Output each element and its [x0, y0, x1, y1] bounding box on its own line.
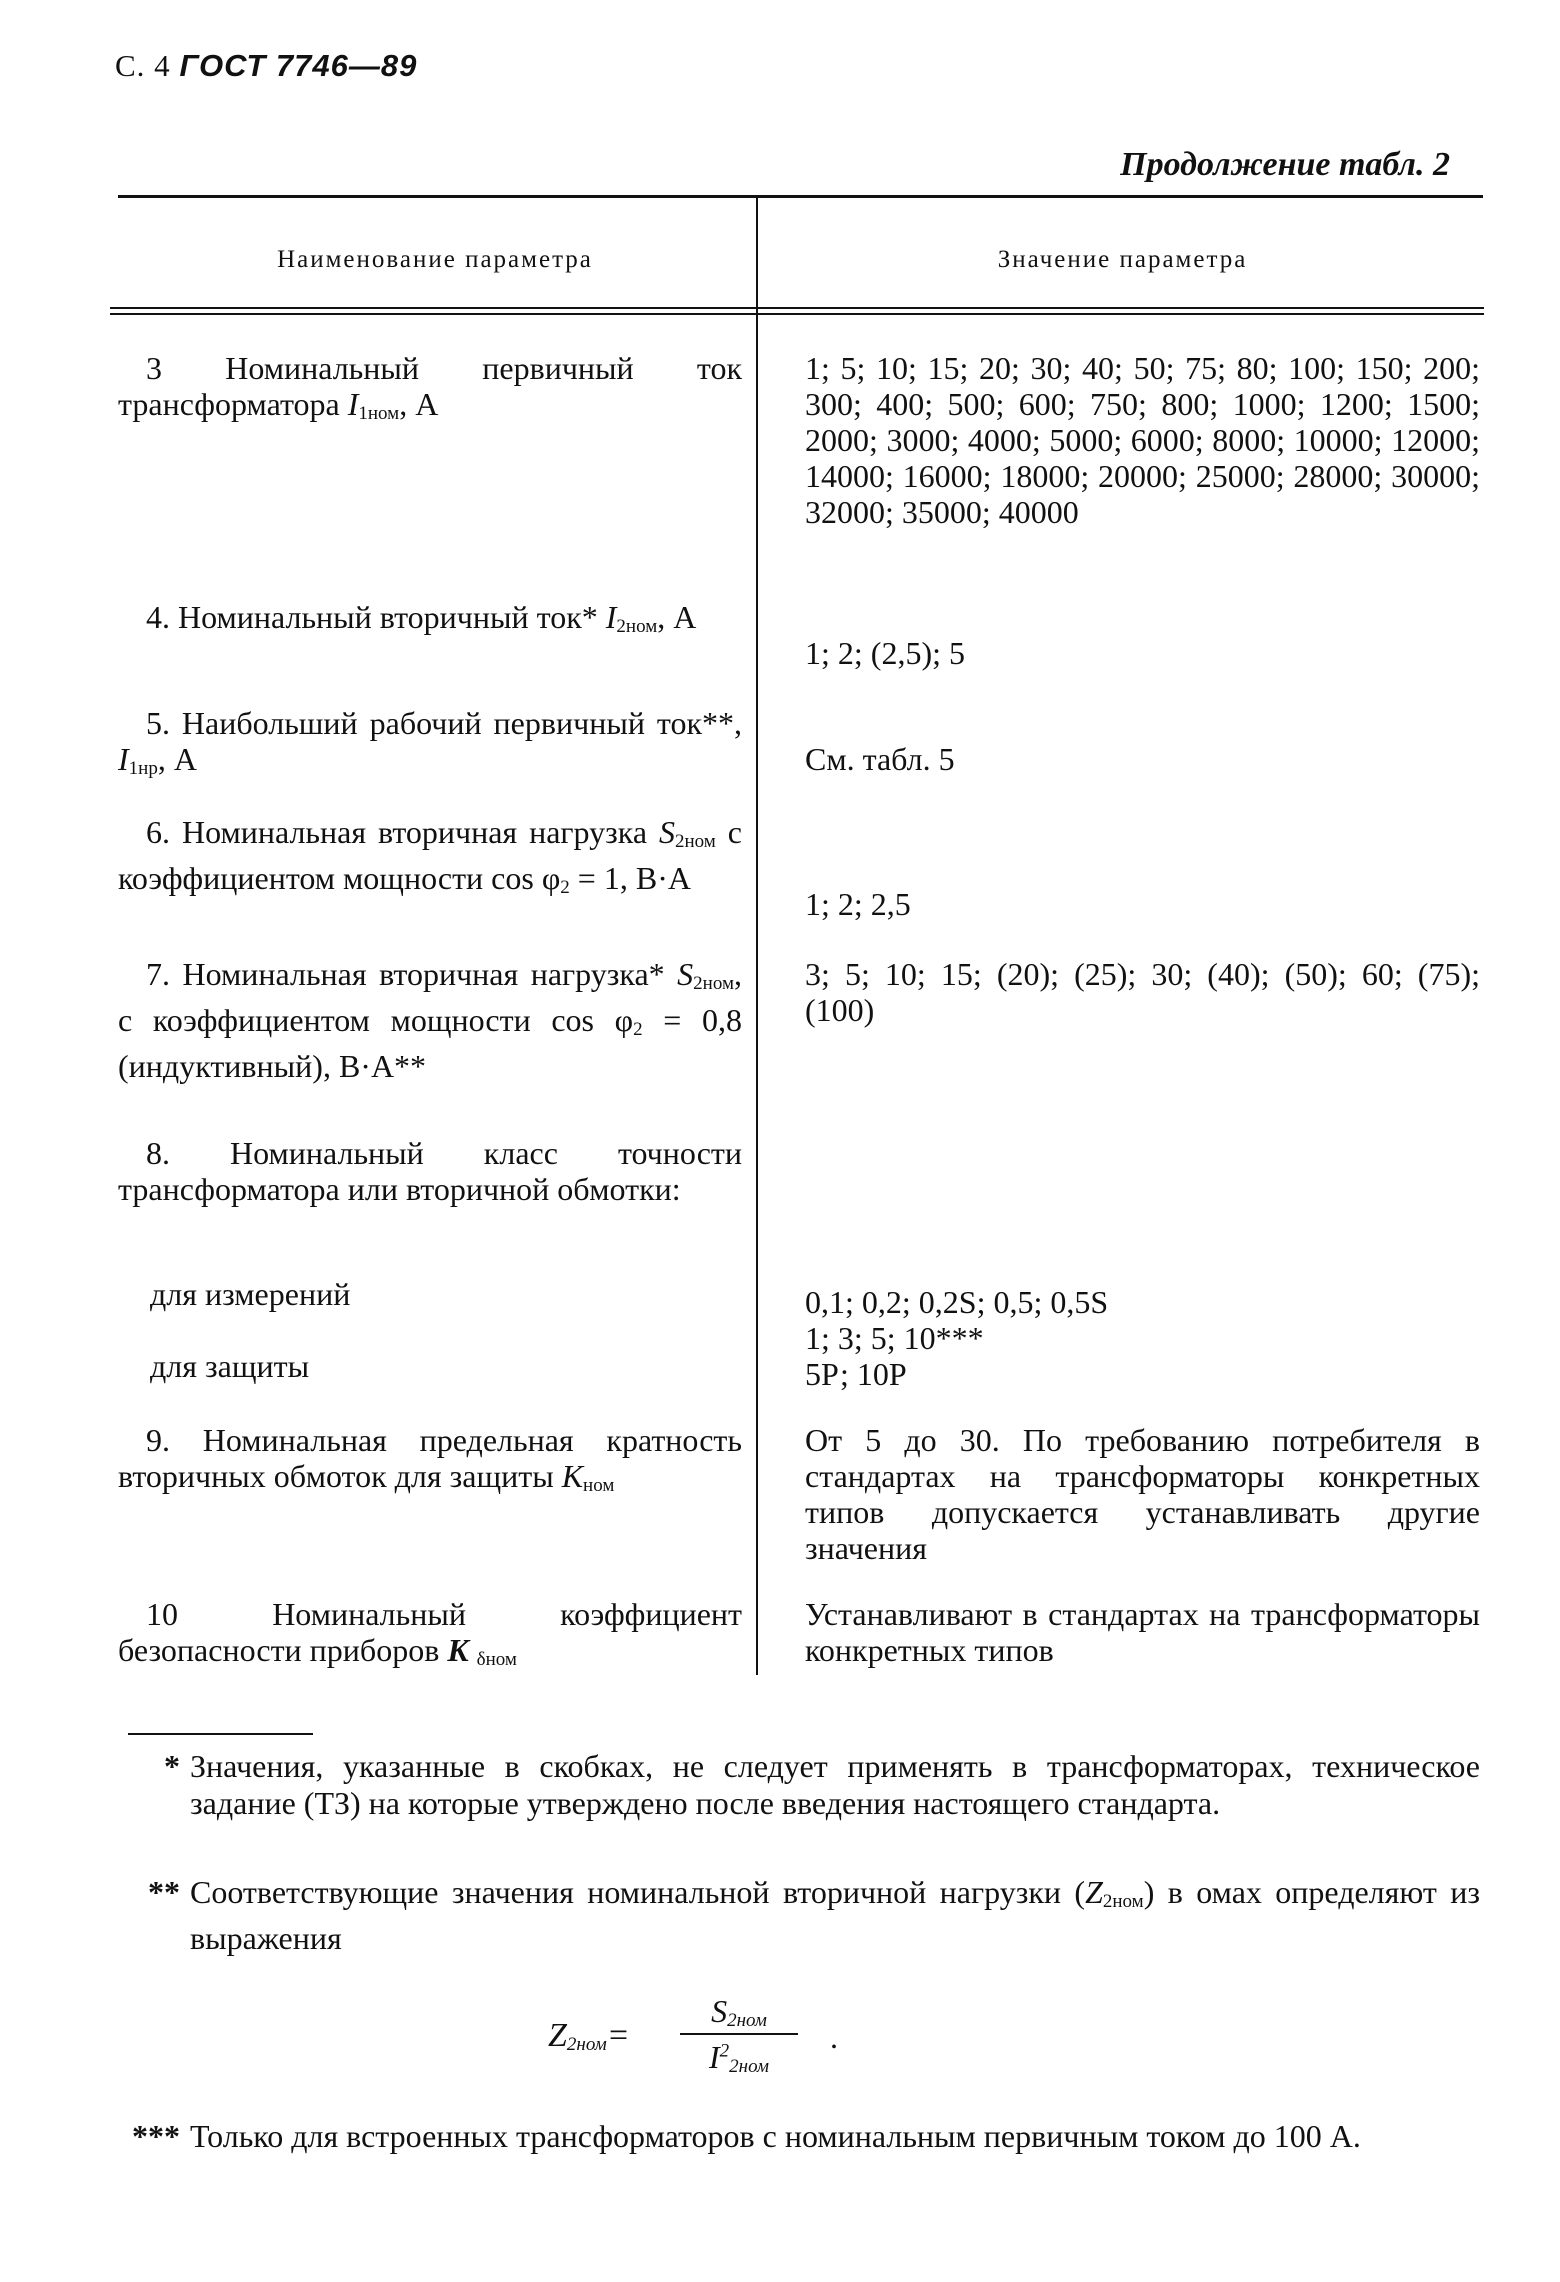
page-number: С. 4: [115, 48, 171, 83]
row-9-name: 9. Номинальная предельная кратность вторичных обмоток для защиты $K_{ном}$: [118, 1422, 742, 1496]
row-5-name: 5. Наибольший рабочий первичный ток**, $I_{1нр}$, А: [118, 705, 742, 779]
footnote-1-mark: *: [164, 1748, 180, 1784]
footnote-1: [118, 1748, 1480, 1822]
row-8-measurement-value-1: 0,1; 0,2; 0,2S; 0,5; 0,5S: [805, 1284, 1109, 1320]
row-6-value: 1; 2; 2,5: [805, 886, 911, 922]
row-3-value: 1; 5; 10; 15; 20; 30; 40; 50; 75; 80; 100; 150; 200; 300; 400; 500; 600; 750; 800; 1000; 1200; 1500; 2000; 3000; 4000; 5000; 6000; 8000; 10000; 12000; 14000; 16000; 18000; 20000; 25000; 28000; 30000; 32000; 35000; 40000: [805, 350, 1480, 530]
footnote-3-text: Только для встроенных трансформаторов с номинальным первичным током до 100 А.: [190, 2118, 1361, 2154]
formula-lhs: $Z_{2ном}=$: [548, 2017, 630, 2055]
footnote-1-text: Значения, указанные в скобках, не следует применять в трансформаторах, техническое задание (ТЗ) на которые утверждено после введения настоящего стандарта.: [190, 1748, 1480, 1821]
page-header: [115, 48, 417, 84]
table-top-rule: [118, 195, 1483, 198]
row-8-measurement-label: для измерений: [150, 1276, 351, 1312]
row-7-value: 3; 5; 10; 15; (20); (25); 30; (40); (50); 60; (75); (100): [805, 956, 1480, 1028]
load-formula: [548, 1993, 848, 2113]
table-header-rule: [110, 307, 1484, 309]
standard-number: ГОСТ 7746—89: [179, 48, 418, 83]
row-8-measurement-value-2: 1; 3; 5; 10***: [805, 1320, 984, 1356]
row-10-value: Устанавливают в стандартах на трансформаторы конкретных типов: [805, 1596, 1480, 1668]
row-3-name: 3 Номинальный первичный ток трансформатора $I_{1ном}$, А: [118, 350, 742, 424]
footnote-3-mark: ***: [132, 2118, 180, 2154]
footnote-separator: [128, 1733, 313, 1735]
column-header-value: Значение параметра: [997, 246, 1248, 273]
formula-fraction: [680, 1993, 798, 2078]
table-header-rule-double: [110, 313, 1484, 315]
column-header-name: Наименование параметра: [277, 246, 593, 273]
row-4-name: 4. Номинальный вторичный ток* $I_{2ном}$, А: [146, 599, 697, 637]
row-4-value: 1; 2; (2,5); 5: [805, 635, 965, 671]
footnote-2-mark: **: [148, 1874, 180, 1910]
table-column-divider: [756, 195, 758, 1675]
row-9-value: От 5 до 30. По требованию потребителя в стандартах на трансформаторы конкретных типов допускается устанавливать другие значения: [805, 1422, 1480, 1566]
row-6-name: 6. Номинальная вторичная нагрузка $S_{2ном}$ с коэффициентом мощности $\cos \varphi_2 = 1$, В·А: [118, 814, 743, 898]
footnote-2: [118, 1874, 1480, 1957]
footnote-3: [118, 2118, 1480, 2155]
row-5-value: См. табл. 5: [805, 741, 955, 777]
row-10-name: 10 Номинальный коэффициент безопасности приборов K $_{\delta ном}$: [118, 1596, 742, 1670]
table-continuation-label: Продолжение табл. 2: [1120, 146, 1450, 183]
footnote-2-text: Соответствующие значения номинальной вторичной нагрузки $(Z_{2ном})$ в омах определяют из выражения: [190, 1874, 1481, 1956]
row-8-name: 8. Номинальный класс точности трансформатора или вторичной обмотки:: [118, 1135, 742, 1207]
formula-numerator: $S_{2ном}$: [680, 1993, 798, 2035]
row-8-protection-value: 5Р; 10Р: [805, 1356, 907, 1392]
formula-denominator: $I^2_{2ном}$: [709, 2039, 769, 2077]
row-8-protection-label: для защиты: [150, 1348, 310, 1384]
row-7-name: 7. Номинальная вторичная нагрузка* $S_{2ном}$, с коэффициентом мощности $\cos \varphi_2 = 0,8$ (индуктивный), В·А**: [118, 956, 743, 1084]
formula-end: .: [830, 2019, 838, 2055]
